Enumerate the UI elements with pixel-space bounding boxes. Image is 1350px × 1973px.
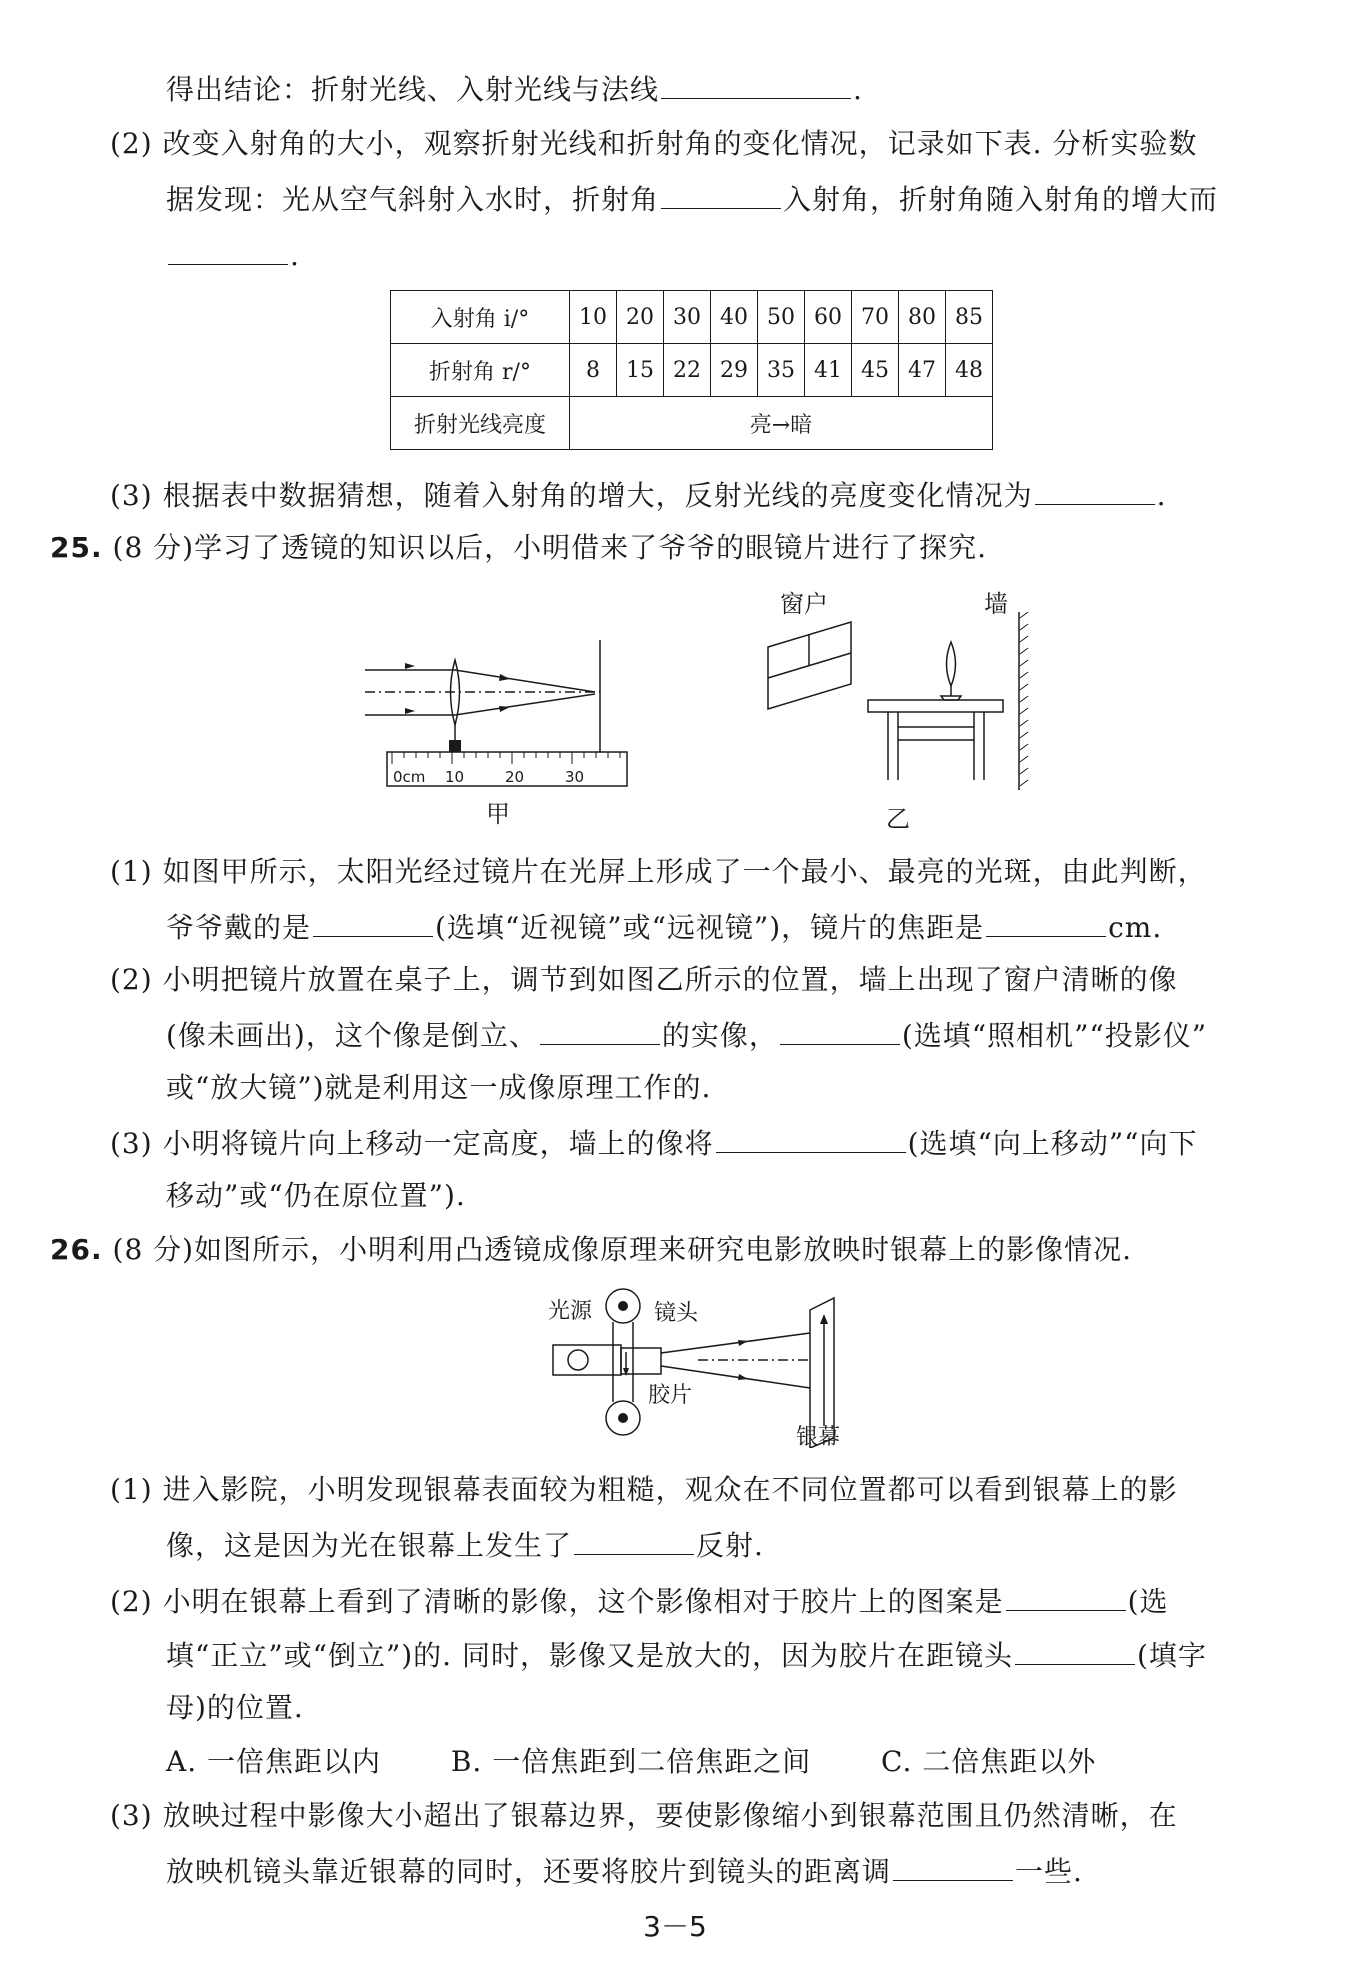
- q24-conclusion-line: 得出结论：折射光线、入射光线与法线 .: [166, 68, 863, 110]
- q25-header: [50, 528, 987, 568]
- q25-part2-line3: 或“放大镜”)就是利用这一成像原理工作的.: [166, 1071, 712, 1104]
- q24-part2-line3: .: [166, 234, 300, 276]
- q25-figure-a: [360, 640, 640, 800]
- table-cell: 85: [946, 291, 993, 344]
- table-cell: 48: [946, 344, 993, 397]
- answer-blank[interactable]: [780, 1014, 900, 1045]
- table-cell: 80: [899, 291, 946, 344]
- figure-b-caption: 乙: [886, 805, 910, 833]
- option-c[interactable]: C. 二倍焦距以外: [881, 1745, 1097, 1778]
- ruler-label: 0cm: [393, 768, 426, 786]
- q25-part2-text-c: (选填“照相机”“投影仪”: [901, 1019, 1208, 1052]
- table-row: [391, 291, 993, 344]
- q26-part1-line1: (1) 进入影院，小明发现银幕表面较为粗糙，观众在不同位置都可以看到银幕上的影: [110, 1473, 1178, 1506]
- table-cell: 45: [852, 344, 899, 397]
- wall-label: 墙: [984, 590, 1008, 618]
- q25-part2-text-a: (像未画出)，这个像是倒立、: [166, 1019, 538, 1052]
- answer-blank[interactable]: [1006, 1580, 1126, 1611]
- table-cell: 22: [664, 344, 711, 397]
- table-row: [391, 344, 993, 397]
- light-source-label: 光源: [548, 1299, 593, 1324]
- q25-part1-unit: cm.: [1108, 911, 1163, 944]
- q26-part1-line2: [166, 1524, 764, 1566]
- q25-part2-line2: [166, 1014, 1207, 1056]
- window-label: 窗户: [780, 590, 828, 618]
- q26-header: [50, 1230, 1132, 1270]
- q24-part2-text-a: 据发现：光从空气斜射入水时，折射角: [166, 183, 660, 216]
- option-a[interactable]: A. 一倍焦距以内: [166, 1745, 382, 1778]
- table-row: [391, 397, 993, 450]
- answer-blank[interactable]: [1015, 1634, 1135, 1665]
- answer-blank[interactable]: [893, 1850, 1013, 1881]
- q26-part2-text-b: (选: [1127, 1585, 1169, 1618]
- ruler-label: 30: [565, 768, 585, 786]
- table-cell: 60: [805, 291, 852, 344]
- table-header-incidence: 入射角 i/°: [391, 291, 570, 344]
- table-cell: 41: [805, 344, 852, 397]
- q25-part1-text-b: (选填“近视镜”或“远视镜”)，镜片的焦距是: [435, 911, 985, 944]
- answer-blank[interactable]: [986, 906, 1106, 937]
- q26-part2-text-d: (填字: [1137, 1639, 1207, 1672]
- answer-blank[interactable]: [168, 234, 288, 265]
- q25-part3-text-b: (选填“向上移动”“向下: [907, 1127, 1198, 1160]
- answer-blank[interactable]: [540, 1014, 660, 1045]
- question-number: 26.: [50, 1233, 103, 1266]
- answer-blank[interactable]: [313, 906, 433, 937]
- q26-intro: (8 分)如图所示，小明利用凸透镜成像原理来研究电影放映时银幕上的影像情况.: [112, 1233, 1132, 1266]
- ruler-label: 20: [505, 768, 525, 786]
- q25-part1-text-a: 爷爷戴的是: [166, 911, 312, 944]
- answer-blank[interactable]: [1035, 474, 1155, 505]
- q26-options: [166, 1742, 1096, 1782]
- table-cell: 70: [852, 291, 899, 344]
- q26-part1-text-a: 像，这是因为光在银幕上发生了: [166, 1529, 573, 1562]
- ruler-label: 10: [445, 768, 465, 786]
- q26-part3-text-b: 一些.: [1015, 1855, 1083, 1888]
- q26-part2-line3: 母)的位置.: [166, 1691, 304, 1724]
- table-cell: 35: [758, 344, 805, 397]
- answer-blank[interactable]: [716, 1122, 906, 1153]
- q25-figure-b: [756, 612, 1056, 797]
- q26-part3-line2: [166, 1850, 1083, 1892]
- answer-blank[interactable]: [661, 68, 851, 99]
- lens-label: 镜头: [654, 1301, 699, 1326]
- answer-blank[interactable]: [574, 1524, 694, 1555]
- q25-part2-line1: (2) 小明把镜片放置在桌子上，调节到如图乙所示的位置，墙上出现了窗户清晰的像: [110, 963, 1178, 996]
- q25-part1-line1: (1) 如图甲所示，太阳光经过镜片在光屏上形成了一个最小、最亮的光斑，由此判断，: [110, 855, 1207, 888]
- table-cell: 47: [899, 344, 946, 397]
- question-number: 25.: [50, 531, 103, 564]
- table-cell: 29: [711, 344, 758, 397]
- q24-part2-text-b: 入射角，折射角随入射角的增大而: [783, 183, 1219, 216]
- q26-part2-line2: [166, 1634, 1207, 1676]
- table-cell: 20: [617, 291, 664, 344]
- q25-intro: (8 分)学习了透镜的知识以后，小明借来了爷爷的眼镜片进行了探究.: [112, 531, 987, 564]
- q25-part2-text-b: 的实像，: [661, 1019, 778, 1052]
- screen-label: 银幕: [796, 1425, 841, 1450]
- page-number: 3－5: [643, 1910, 707, 1943]
- q25-part3-line1: [110, 1122, 1197, 1164]
- q26-part3-line1: (3) 放映过程中影像大小超出了银幕边界，要使影像缩小到银幕范围且仍然清晰，在: [110, 1799, 1178, 1832]
- q25-part3-line2: 移动”或“仍在原位置”).: [166, 1179, 466, 1212]
- q26-part2-line1: [110, 1580, 1169, 1622]
- film-label: 胶片: [648, 1383, 693, 1408]
- q24-part2-line2: [166, 178, 1218, 220]
- q26-part1-text-b: 反射.: [696, 1529, 764, 1562]
- table-cell: 15: [617, 344, 664, 397]
- table-header-brightness: 折射光线亮度: [391, 397, 570, 450]
- q24-conclusion-text: 得出结论：折射光线、入射光线与法线: [166, 73, 660, 106]
- table-cell: 10: [570, 291, 617, 344]
- table-cell: 50: [758, 291, 805, 344]
- q24-part2-line1: (2) 改变入射角的大小，观察折射光线和折射角的变化情况，记录如下表. 分析实验数: [110, 127, 1198, 160]
- option-b[interactable]: B. 一倍焦距到二倍焦距之间: [450, 1745, 812, 1778]
- answer-blank[interactable]: [661, 178, 781, 209]
- table-cell: 40: [711, 291, 758, 344]
- q26-part2-text-c: 填“正立”或“倒立”)的. 同时，影像又是放大的，因为胶片在距镜头: [166, 1639, 1013, 1672]
- table-cell: 30: [664, 291, 711, 344]
- q25-part3-text-a: (3) 小明将镜片向上移动一定高度，墙上的像将: [110, 1127, 714, 1160]
- table-cell-brightness: 亮→暗: [570, 397, 993, 450]
- figure-a-caption: 甲: [486, 800, 510, 828]
- q26-part2-text-a: (2) 小明在银幕上看到了清晰的影像，这个影像相对于胶片上的图案是: [110, 1585, 1004, 1618]
- q25-part1-line2: [166, 906, 1162, 948]
- table-header-refraction: 折射角 r/°: [391, 344, 570, 397]
- q24-part3-text: (3) 根据表中数据猜想，随着入射角的增大，反射光线的亮度变化情况为: [110, 479, 1033, 512]
- q26-part3-text-a: 放映机镜头靠近银幕的同时，还要将胶片到镜头的距离调: [166, 1855, 892, 1888]
- table-cell: 8: [570, 344, 617, 397]
- q24-part3-line: (3) 根据表中数据猜想，随着入射角的增大，反射光线的亮度变化情况为 .: [110, 474, 1166, 516]
- q24-data-table: [390, 290, 993, 450]
